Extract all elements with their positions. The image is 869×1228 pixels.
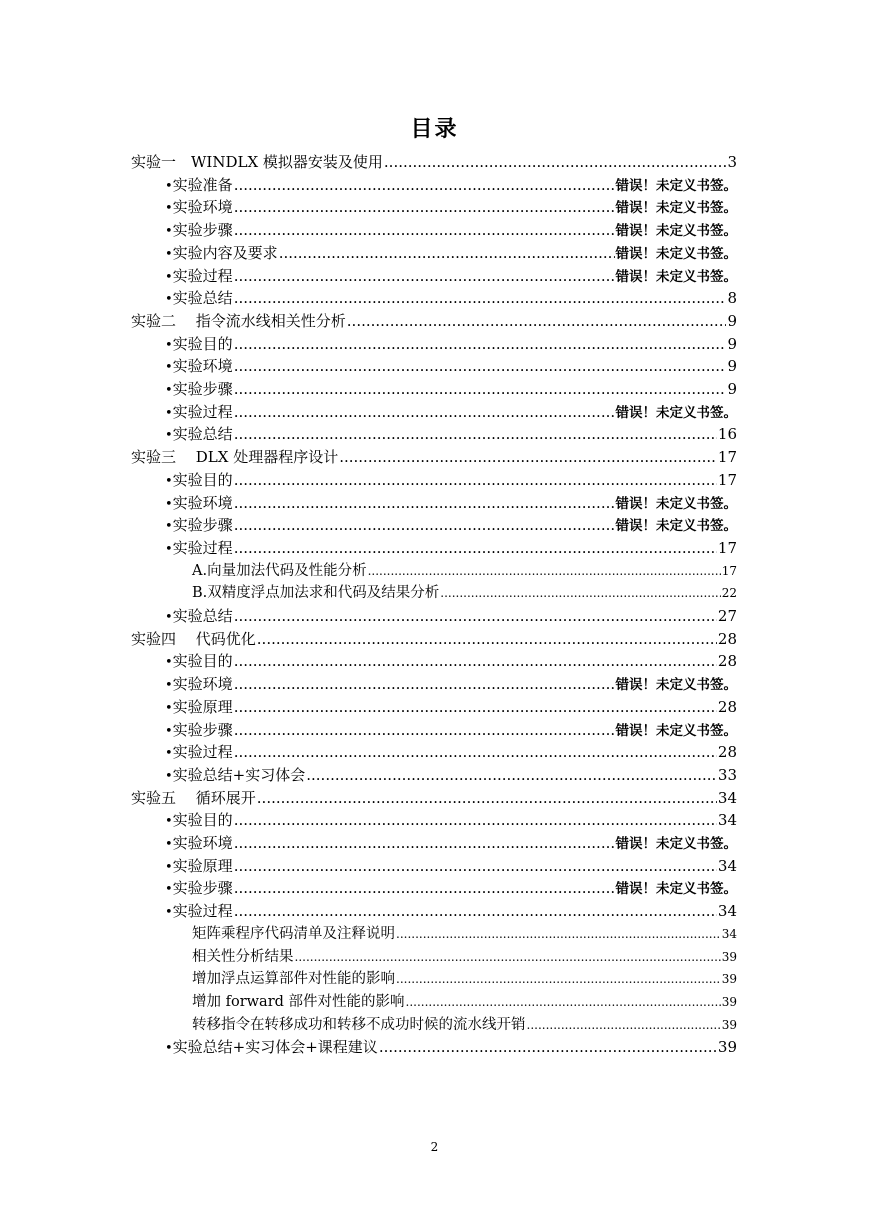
- toc-entry-page: 39: [721, 972, 737, 987]
- dot-leader: [234, 537, 717, 559]
- dot-leader: [234, 719, 615, 741]
- toc-entry-page: 错误！未定义书签。: [615, 722, 737, 739]
- toc-entry-label: 实验环境: [172, 675, 233, 694]
- toc-entry-label: 实验环境: [172, 357, 233, 376]
- toc-entry-page: 错误！未定义书签。: [615, 836, 737, 852]
- toc-entry-label: 实验过程: [172, 538, 233, 557]
- bullet-icon: •: [165, 768, 173, 784]
- toc-entry[interactable]: [165, 900, 737, 922]
- toc-entry-label: 转移指令在转移成功和转移不成功时候的流水线开销: [192, 1016, 526, 1033]
- toc-entry-page: 39: [717, 1038, 737, 1057]
- dot-leader: [234, 514, 615, 536]
- bullet-icon: •: [165, 519, 173, 535]
- toc-entry-page: 16: [717, 425, 737, 444]
- toc-entry-label: 实验目的: [172, 334, 233, 353]
- toc-entry[interactable]: [131, 151, 737, 173]
- toc-entry-label: 实验总结+实习体会+课程建议: [172, 1038, 378, 1057]
- toc-entry-page: 34: [721, 926, 737, 941]
- toc-entry-label: B.双精度浮点加法求和代码及结果分析: [192, 585, 440, 602]
- toc-entry[interactable]: [165, 719, 737, 741]
- toc-entry[interactable]: [165, 1036, 737, 1058]
- toc-entry[interactable]: [165, 401, 737, 423]
- dot-leader: [384, 151, 727, 173]
- toc-entry[interactable]: [165, 378, 737, 400]
- toc-entry[interactable]: [165, 196, 737, 218]
- toc-entry[interactable]: [165, 537, 737, 559]
- toc-entry[interactable]: [165, 650, 737, 672]
- dot-leader: [234, 469, 717, 491]
- toc-entry-label: A.向量加法代码及性能分析: [192, 562, 367, 579]
- toc-entry-label: 实验原理: [172, 856, 233, 875]
- toc-entry[interactable]: [165, 605, 737, 627]
- bullet-icon: •: [165, 905, 173, 921]
- toc-entry[interactable]: [165, 877, 737, 899]
- toc-entry[interactable]: [192, 582, 737, 604]
- toc-entry[interactable]: [165, 741, 737, 763]
- toc-entry-page: 错误！未定义书签。: [615, 518, 737, 535]
- toc-entry[interactable]: [165, 764, 737, 786]
- bullet-icon: •: [165, 541, 173, 557]
- toc-entry-label: 实验环境: [172, 493, 233, 512]
- page-number: 2: [430, 1140, 439, 1154]
- dot-leader: [396, 968, 721, 990]
- toc-entry-page: 错误！未定义书签。: [615, 404, 737, 421]
- toc-entry-label: 实验五 循环展开: [131, 788, 256, 807]
- toc-entry[interactable]: [165, 423, 737, 445]
- toc-entry-label: 增加 forward 部件对性能的影响: [192, 993, 405, 1010]
- toc-entry-label: 增加浮点运算部件对性能的影响: [192, 971, 395, 988]
- toc-entry[interactable]: [131, 446, 737, 468]
- toc-entry-label: 实验目的: [172, 652, 233, 671]
- toc-entry-label: 实验环境: [172, 198, 233, 217]
- toc-entry[interactable]: [165, 333, 737, 355]
- toc-entry-label: 实验总结+实习体会: [172, 765, 306, 784]
- bullet-icon: •: [165, 700, 173, 716]
- dot-leader: [306, 764, 717, 786]
- dot-leader: [406, 991, 721, 1013]
- bullet-icon: •: [165, 882, 173, 898]
- dot-leader: [234, 378, 727, 400]
- toc-entry[interactable]: [131, 787, 737, 809]
- bullet-icon: •: [165, 746, 173, 762]
- bullet-icon: •: [165, 292, 173, 308]
- dot-leader: [234, 741, 717, 763]
- dot-leader: [234, 605, 717, 627]
- toc-entry-label: 实验总结: [172, 289, 233, 308]
- dot-leader: [234, 900, 717, 922]
- bullet-icon: •: [165, 473, 173, 489]
- bullet-icon: •: [165, 178, 173, 194]
- toc-entry-label: 实验四 代码优化: [131, 629, 256, 648]
- toc-entry-page: 错误！未定义书签。: [615, 495, 737, 512]
- toc-entry-label: 实验目的: [172, 811, 233, 830]
- toc-entry-label: 实验过程: [172, 402, 233, 421]
- toc-entry-page: 33: [717, 765, 737, 784]
- dot-leader: [234, 196, 615, 218]
- dot-leader: [234, 492, 615, 514]
- dot-leader: [527, 1014, 721, 1036]
- toc-entry[interactable]: [165, 809, 737, 831]
- dot-leader: [234, 696, 717, 718]
- toc-entry[interactable]: [165, 696, 737, 718]
- bullet-icon: •: [165, 814, 173, 830]
- toc-entry-page: 错误！未定义书签。: [615, 245, 737, 262]
- toc-entry-page: 错误！未定义书签。: [615, 200, 737, 217]
- dot-leader: [234, 877, 615, 899]
- bullet-icon: •: [165, 655, 173, 671]
- dot-leader: [257, 787, 717, 809]
- dot-leader: [295, 946, 721, 968]
- bullet-icon: •: [165, 610, 173, 625]
- toc-entry-page: 34: [717, 856, 737, 875]
- dot-leader: [396, 923, 721, 945]
- toc-entry-label: 实验总结: [172, 607, 233, 625]
- bullet-icon: •: [165, 837, 173, 852]
- bullet-icon: •: [165, 678, 173, 694]
- dot-leader: [234, 423, 717, 445]
- toc-entry-label: 实验步骤: [172, 879, 233, 898]
- toc-entry-page: 17: [717, 448, 737, 467]
- toc-entry-label: 实验步骤: [172, 720, 233, 739]
- dot-leader: [234, 855, 717, 877]
- toc-entry-page: 28: [717, 652, 737, 671]
- bullet-icon: •: [165, 405, 173, 421]
- dot-leader: [234, 832, 615, 854]
- toc-entry[interactable]: [192, 946, 737, 968]
- toc-entry[interactable]: [192, 968, 737, 990]
- dot-leader: [234, 650, 717, 672]
- toc-entry-page: 9: [727, 357, 737, 376]
- toc-entry-page: 9: [727, 380, 737, 398]
- toc-title: 目录: [410, 117, 459, 142]
- toc-entry[interactable]: [165, 673, 737, 695]
- toc-entry-page: 9: [727, 334, 737, 353]
- bullet-icon: •: [165, 224, 173, 240]
- dot-leader: [257, 628, 717, 650]
- dot-leader: [368, 560, 721, 582]
- toc-entry[interactable]: [165, 219, 737, 241]
- toc-entry-label: 实验二 指令流水线相关性分析: [131, 311, 346, 330]
- bullet-icon: •: [165, 1041, 173, 1057]
- toc-entry-page: 错误！未定义书签。: [615, 223, 737, 240]
- toc-entry[interactable]: [131, 628, 737, 650]
- bullet-icon: •: [165, 859, 173, 875]
- toc-entry-page: 错误！未定义书签。: [615, 177, 737, 194]
- dot-leader: [234, 219, 615, 241]
- toc-entry-label: 实验步骤: [172, 221, 233, 240]
- dot-leader: [234, 265, 615, 287]
- dot-leader: [234, 333, 727, 355]
- toc-entry-page: 34: [717, 902, 737, 921]
- toc-entry[interactable]: [165, 514, 737, 536]
- dot-leader: [234, 673, 615, 695]
- toc-entry-page: 34: [717, 811, 737, 830]
- toc-entry-label: 实验一 WINDLX 模拟器安装及使用: [131, 153, 383, 171]
- dot-leader: [234, 355, 727, 377]
- toc-entry[interactable]: [165, 492, 737, 514]
- dot-leader: [279, 242, 615, 264]
- dot-leader: [339, 446, 717, 468]
- toc-entry-label: 实验三 DLX 处理器程序设计: [131, 448, 339, 467]
- toc-entry-page: 8: [727, 289, 737, 308]
- toc-entry[interactable]: [165, 855, 737, 877]
- toc-entry-label: 矩阵乘程序代码清单及注释说明: [192, 925, 395, 942]
- toc-entry-page: 17: [717, 538, 737, 557]
- toc-entry-label: 实验步骤: [172, 380, 233, 398]
- toc-entry-label: 实验准备: [172, 175, 233, 194]
- dot-leader: [234, 809, 717, 831]
- toc-entry-page: 28: [717, 629, 737, 648]
- bullet-icon: •: [165, 201, 173, 217]
- toc-entry[interactable]: [165, 174, 737, 196]
- toc-entry[interactable]: [165, 287, 737, 309]
- toc-entry-page: 错误！未定义书签。: [615, 677, 737, 694]
- dot-leader: [234, 287, 727, 309]
- bullet-icon: •: [165, 723, 173, 739]
- bullet-icon: •: [165, 246, 173, 262]
- bullet-icon: •: [165, 496, 173, 512]
- toc-entry[interactable]: [131, 310, 737, 332]
- bullet-icon: •: [165, 269, 173, 285]
- toc-entry-page: 错误！未定义书签。: [615, 881, 737, 898]
- dot-leader: [347, 310, 727, 332]
- toc-entry[interactable]: [165, 355, 737, 377]
- toc-entry-label: 实验原理: [172, 697, 233, 716]
- toc-entry[interactable]: [165, 469, 737, 491]
- toc-entry-page: 39: [721, 994, 737, 1009]
- bullet-icon: •: [165, 337, 173, 353]
- toc-entry-label: 实验步骤: [172, 516, 233, 535]
- dot-leader: [234, 401, 615, 423]
- toc-entry-page: 28: [717, 697, 737, 716]
- toc-entry-page: 39: [721, 1017, 737, 1032]
- bullet-icon: •: [165, 428, 173, 444]
- toc-entry-page: 28: [717, 743, 737, 762]
- toc-entry-page: 17: [721, 563, 737, 578]
- toc-entry-label: 实验目的: [172, 470, 233, 489]
- toc-entry[interactable]: [165, 265, 737, 287]
- toc-entry-label: 实验内容及要求: [172, 243, 278, 262]
- toc-entry[interactable]: [192, 991, 737, 1013]
- toc-entry[interactable]: [192, 923, 737, 945]
- toc-entry-page: 3: [727, 153, 737, 171]
- bullet-icon: •: [165, 383, 173, 398]
- toc-entry-label: 实验过程: [172, 266, 233, 285]
- toc-entry-label: 实验总结: [172, 425, 233, 444]
- toc-entry-page: 39: [721, 949, 737, 964]
- toc-entry-page: 9: [727, 311, 737, 330]
- toc-entry[interactable]: [165, 832, 737, 854]
- toc-entry[interactable]: [192, 1014, 737, 1036]
- toc-entry-label: 实验过程: [172, 902, 233, 921]
- toc-entry-label: 相关性分析结果: [192, 948, 294, 965]
- toc-entry-page: 17: [717, 470, 737, 489]
- toc-entry-page: 22: [721, 586, 737, 601]
- dot-leader: [440, 582, 720, 604]
- toc-entry-page: 27: [717, 607, 737, 625]
- dot-leader: [234, 174, 615, 196]
- bullet-icon: •: [165, 360, 173, 376]
- toc-entry-page: 错误！未定义书签。: [615, 268, 737, 285]
- toc-entry[interactable]: [192, 560, 737, 582]
- toc-entry-page: 34: [717, 788, 737, 807]
- toc-entry-label: 实验过程: [172, 743, 233, 762]
- toc-entry[interactable]: [165, 242, 737, 264]
- toc-entry-label: 实验环境: [172, 834, 233, 852]
- dot-leader: [379, 1036, 717, 1058]
